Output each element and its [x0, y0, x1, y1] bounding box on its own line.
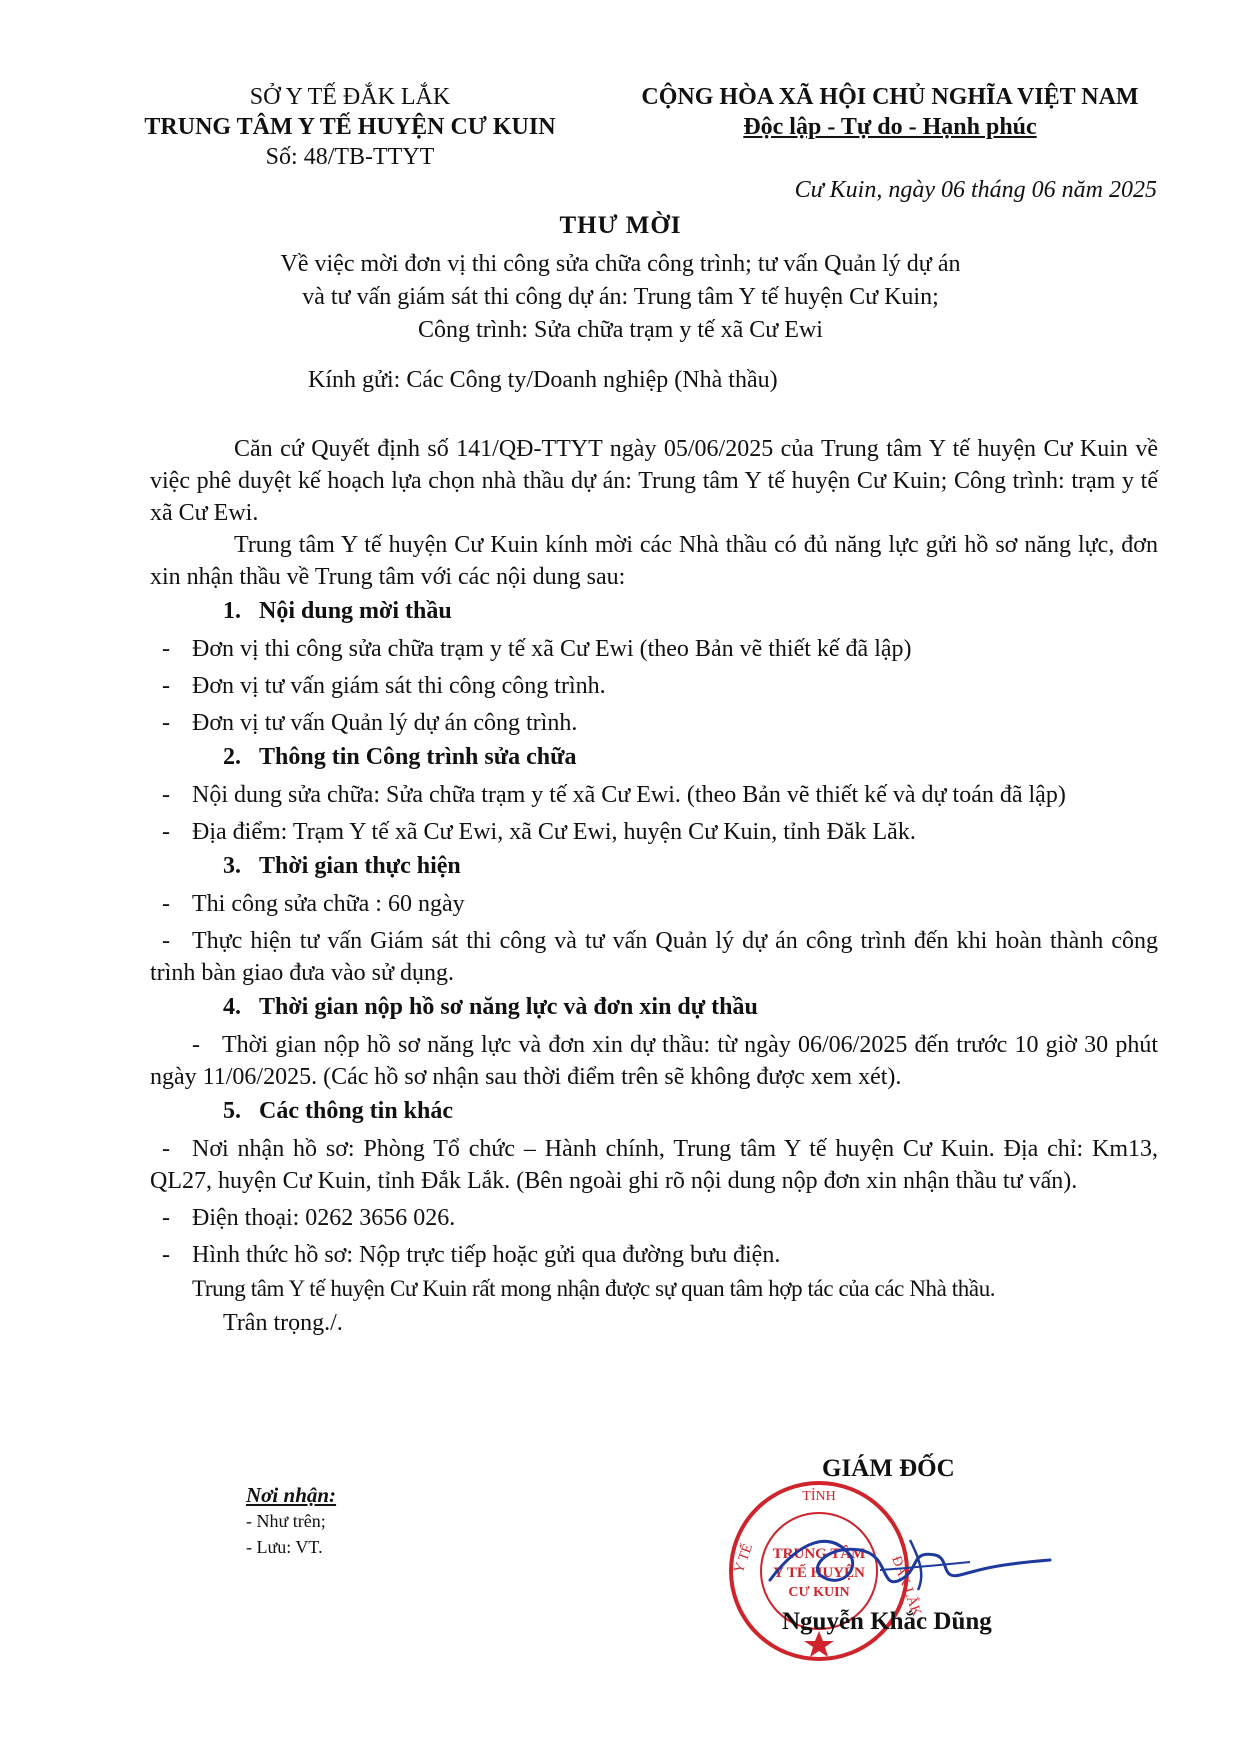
- subject-line: và tư vấn giám sát thi công dự án: Trung tâm Y tế huyện Cư Kuin;: [302, 284, 939, 310]
- document-subject: [0, 248, 1241, 347]
- svg-text:CƯ KUIN: CƯ KUIN: [788, 1585, 850, 1600]
- republic-name: CỘNG HÒA XÃ HỘI CHỦ NGHĨA VIỆT NAM: [641, 84, 1139, 110]
- document-title: THƯ MỜI: [559, 212, 682, 239]
- document-body: [150, 433, 1158, 1341]
- svg-text:TRUNG TÂM: TRUNG TÂM: [772, 1546, 866, 1562]
- recipient-item: - Như trên;: [246, 1511, 326, 1531]
- recipients-block: [246, 1483, 336, 1560]
- svg-text:ĐẮK LẮK: ĐẮK LẮK: [888, 1554, 924, 1619]
- list-item: - Thi công sửa chữa : 60 ngày: [162, 891, 465, 917]
- section-heading: 5. Các thông tin khác: [223, 1098, 454, 1124]
- section-heading: 4. Thời gian nộp hồ sơ năng lực và đơn xin dự thầu: [223, 994, 758, 1020]
- svg-text:Y TẾ: Y TẾ: [731, 1542, 757, 1576]
- regards-line: Trân trọng./.: [223, 1310, 343, 1336]
- signer-title: GIÁM ĐỐC: [822, 1455, 955, 1482]
- recipients-label: Nơi nhận:: [246, 1483, 337, 1507]
- list-item: - Nơi nhận hồ sơ: Phòng Tổ chức – Hành chính, Trung tâm Y tế huyện Cư Kuin. Địa chỉ: Km13, QL27, huyện Cư Kuin, tỉnh Đắk Lắk. (Bên ngoài ghi rõ nội dung nộp đơn xin nhận thầu tư vấn).: [150, 1136, 1158, 1194]
- recipient-item: - Lưu: VT.: [246, 1537, 323, 1557]
- document-number: Số: 48/TB-TTYT: [265, 144, 435, 170]
- list-item: - Đơn vị thi công sửa chữa trạm y tế xã Cư Ewi (theo Bản vẽ thiết kế đã lập): [162, 636, 912, 662]
- header-right: [610, 82, 1170, 142]
- section-heading: 2. Thông tin Công trình sửa chữa: [223, 744, 577, 770]
- list-item: - Địa điểm: Trạm Y tế xã Cư Ewi, xã Cư Ewi, huyện Cư Kuin, tỉnh Đăk Lăk.: [162, 819, 916, 845]
- list-item: - Thời gian nộp hồ sơ năng lực và đơn xin dự thầu: từ ngày 06/06/2025 đến trước 10 giờ 30 phút ngày 11/06/2025. (Các hồ sơ nhận sau thời điểm trên sẽ không được xem xét).: [150, 1032, 1158, 1090]
- section-heading: 1. Nội dung mời thầu: [223, 598, 452, 624]
- svg-text:Y TẾ HUYỆN: Y TẾ HUYỆN: [773, 1565, 865, 1581]
- closing-paragraph: Trung tâm Y tế huyện Cư Kuin rất mong nhận được sự quan tâm hợp tác của các Nhà thầu.: [192, 1276, 996, 1301]
- list-item: - Đơn vị tư vấn giám sát thi công công trình.: [162, 673, 606, 699]
- recipient-line: Kính gửi: Các Công ty/Doanh nghiệp (Nhà thầu): [308, 367, 778, 393]
- intro-paragraph: Căn cứ Quyết định số 141/QĐ-TTYT ngày 05/06/2025 của Trung tâm Y tế huyện Cư Kuin về việc phê duyệt kế hoạch lựa chọn nhà thầu dự án: Trung tâm Y tế huyện Cư Kuin; Công trình: trạm y tế xã Cư Ewi.: [150, 436, 1158, 526]
- national-motto: Độc lập - Tự do - Hạnh phúc: [743, 114, 1037, 140]
- document-date: Cư Kuin, ngày 06 tháng 06 năm 2025: [794, 177, 1157, 203]
- section-heading: 3. Thời gian thực hiện: [223, 853, 461, 879]
- svg-text:TỈNH: TỈNH: [802, 1489, 836, 1504]
- signer-name: Nguyễn Khắc Dũng: [782, 1608, 992, 1635]
- subject-line: Về việc mời đơn vị thi công sửa chữa công trình; tư vấn Quản lý dự án: [280, 251, 961, 277]
- list-item: - Điện thoại: 0262 3656 026.: [162, 1205, 456, 1231]
- subject-line: Công trình: Sửa chữa trạm y tế xã Cư Ewi: [418, 317, 823, 343]
- list-item: - Nội dung sửa chữa: Sửa chữa trạm y tế xã Cư Ewi. (theo Bản vẽ thiết kế và dự toán đã lập): [162, 782, 1066, 808]
- department-name: SỞ Y TẾ ĐẮK LẮK: [249, 84, 451, 110]
- list-item: - Thực hiện tư vấn Giám sát thi công và tư vấn Quản lý dự án công trình đến khi hoàn thành công trình bàn giao đưa vào sử dụng.: [150, 928, 1158, 986]
- header-left: [100, 82, 600, 172]
- list-item: - Đơn vị tư vấn Quản lý dự án công trình.: [162, 710, 578, 736]
- intro-paragraph: Trung tâm Y tế huyện Cư Kuin kính mời các Nhà thầu có đủ năng lực gửi hồ sơ năng lực, đơn xin nhận thầu về Trung tâm với các nội dung sau:: [150, 532, 1158, 590]
- handwritten-signature: [760, 1520, 1060, 1610]
- organization-name: TRUNG TÂM Y TẾ HUYỆN CƯ KUIN: [144, 114, 556, 140]
- list-item: - Hình thức hồ sơ: Nộp trực tiếp hoặc gửi qua đường bưu điện.: [162, 1242, 781, 1268]
